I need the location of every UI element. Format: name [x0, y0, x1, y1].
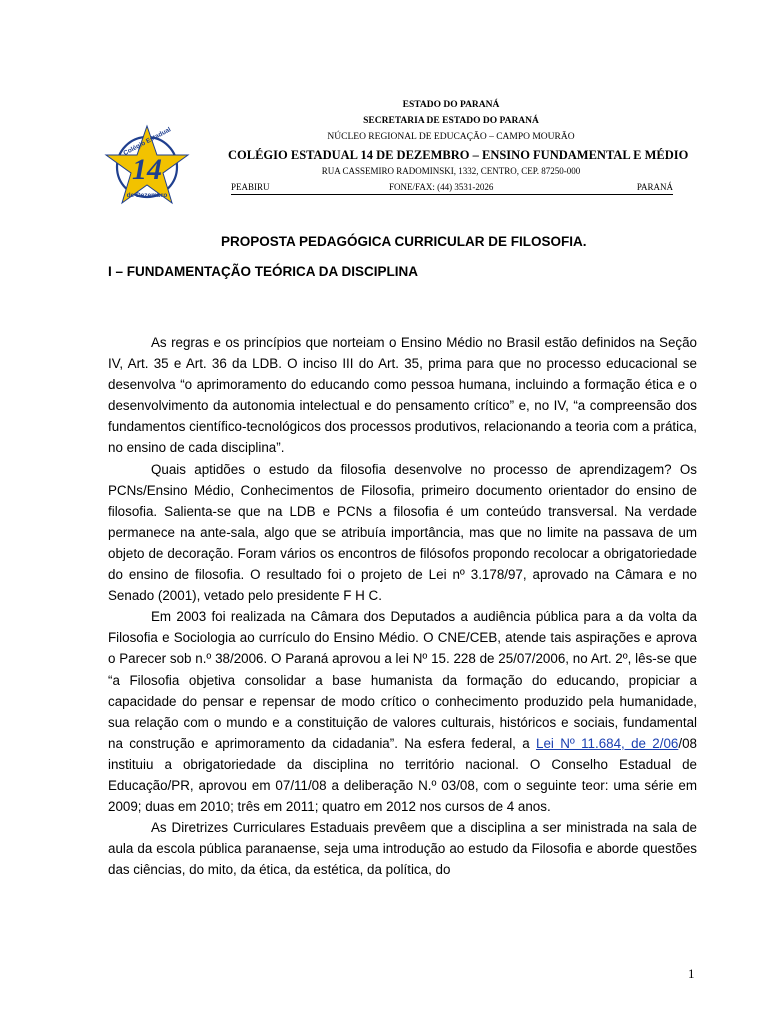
header-regional-nucleus: NÚCLEO REGIONAL DE EDUCAÇÃO – CAMPO MOURÃO — [327, 132, 575, 142]
header-address: RUA CASSEMIRO RADOMINSKI, 1332, CENTRO, CEP. 87250-000 — [321, 166, 581, 176]
law-link[interactable]: Lei Nº 11.684, de 2/06 — [536, 735, 679, 751]
document-title: PROPOSTA PEDAGÓGICA CURRICULAR DE FILOSOFIA. — [221, 234, 587, 249]
header-contact-row — [231, 182, 673, 195]
header-phone: FONE/FAX: (44) 3531-2026 — [389, 182, 494, 192]
page-number: 1 — [688, 966, 695, 981]
header-school-name: COLÉGIO ESTADUAL 14 DE DEZEMBRO – ENSINO FUNDAMENTAL E MÉDIO — [228, 148, 689, 162]
header-city: PEABIRU — [231, 182, 270, 192]
paragraph-3-text-before: Em 2003 foi realizada na Câmara dos Deputados a audiência pública para a da volta da Filosofia e Sociologia ao currículo do Ensino Médio. O CNE/CEB, atende tais aspirações e aprova o Parecer sob n.º 38/2006. O Paraná aprovou a lei Nº 15. 228 de 25/07/2006, no Art. 2º, lês-se que “a Filosofia objetiva consolidar a base humanista da formação do educando, propiciar a capacidade do pensar e repensar de modo crítico o conhecimento produzido pela humanidade, sua relação com o mundo e a constituição de valores culturais, históricos e sociais, fundamental na construção e aprimoramento da cidadania”. Na esfera federal, a — [108, 609, 697, 751]
school-logo — [104, 124, 190, 210]
logo-bottom-text: de Dezembro — [126, 192, 168, 199]
document-body — [108, 332, 697, 880]
header-secretariat: SECRETARIA DE ESTADO DO PARANÁ — [363, 116, 539, 126]
section-title: I – FUNDAMENTAÇÃO TEÓRICA DA DISCIPLINA — [108, 264, 418, 279]
paragraph-4: As Diretrizes Curriculares Estaduais prevêem que a disciplina a ser ministrada na sala de aula da escola pública paranaense, seja uma introdução ao estudo da Filosofia e aborde questões das ciências, do mito, da ética, da estética, da política, do — [108, 820, 697, 878]
logo-top-text: Colégio Estadual — [122, 126, 173, 158]
paragraph-3 — [108, 606, 697, 817]
header-state-name: PARANÁ — [636, 182, 673, 192]
logo-number: 14 — [132, 153, 162, 186]
header-state: ESTADO DO PARANÁ — [402, 100, 500, 110]
paragraph-3-text-after: /08 instituiu a obrigatoriedade da disciplina no território nacional. O Conselho Estadual de Educação/PR, aprovou em 07/11/08 a deliberação N.º 03/08, com o seguinte teor: uma série em 2009; duas em 2010; três em 2011; quatro em 2012 nos cursos de 4 anos. — [108, 735, 697, 815]
paragraph-1: As regras e os princípios que norteiam o Ensino Médio no Brasil estão definidos na Seção IV, Art. 35 e Art. 36 da LDB. O inciso III do Art. 35, prima para que no processo educacional se desenvolva “o aprimoramento do educando como pessoa humana, incluindo a formação ética e o desenvolvimento da autonomia intelectual e do pensamento crítico” e, no IV, “a compreensão dos fundamentos científico-tecnológicos dos processos produtivos, relacionando a teoria com a prática, no ensino de cada disciplina”. — [108, 335, 697, 456]
paragraph-2: Quais aptidões o estudo da filosofia desenvolve no processo de aprendizagem? Os PCNs/Ensino Médio, Conhecimentos de Filosofia, primeiro documento orientador do ensino de filosofia. Salienta-se que na LDB e PCNs a filosofia é um conteúdo transversal. Na verdade permanece na ante-sala, algo que se atribuía importância, mas que no limite na passava de um objeto de decoração. Foram vários os encontros de filósofos propondo recolocar a obrigatoriedade do ensino de filosofia. O resultado foi o projeto de Lei nº 3.178/97, aprovado na Câmara e no Senado (2001), vetado pelo presidente F H C. — [108, 461, 697, 604]
